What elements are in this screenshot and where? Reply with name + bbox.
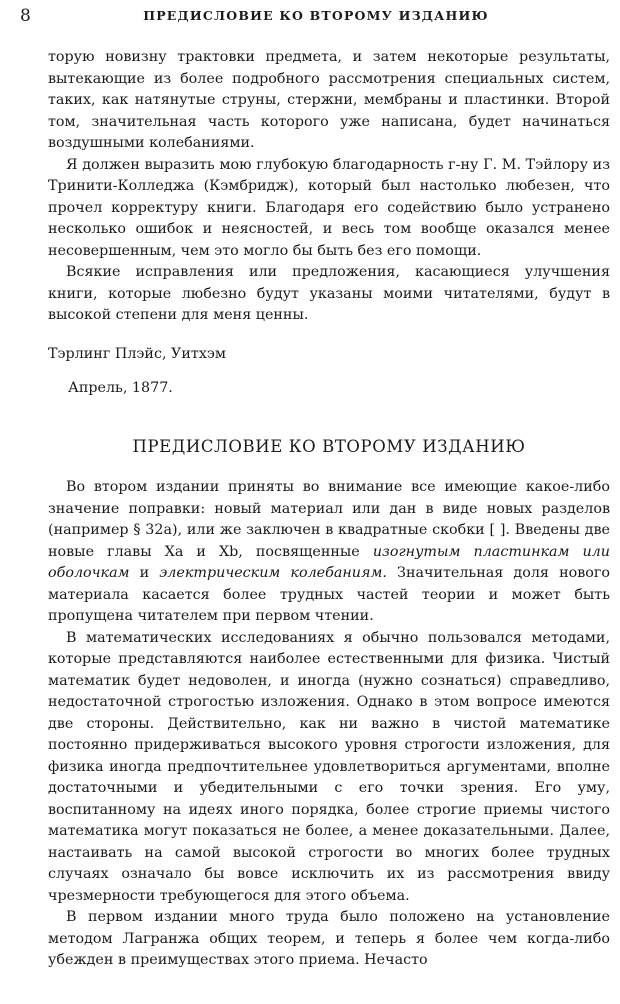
section-paragraph-1-part-c: Значительная доля нового материала касается более трудных частей теории и может быть пропущена читателем при первом чтении. — [48, 565, 610, 624]
signature-date: Апрель, 1877. — [68, 380, 173, 396]
second-edition-text — [48, 477, 610, 972]
signature-place: Тэрлинг Плэйс, Уитхэм — [48, 346, 227, 362]
section-paragraph-3: В первом издании много труда было положено на установление методом Лагранжа общих теорем, и теперь я более чем когда-либо убежден в преимуществах этого приема. Нечасто — [48, 909, 610, 968]
intro-paragraph-2: Я должен выразить мою глубокую благодарность г-ну Г. М. Тэйлору из Тринити-Колледжа (Кэмбридж), который был настолько любезен, что прочел корректуру книги. Благодаря его содействию было устранено несколько ошибок и неясностей, и весь том вообще оказался менее несовершенным, чем это могло бы быть без его помощи. — [48, 156, 610, 259]
signature-date-block — [48, 378, 610, 400]
running-title: ПРЕДИСЛОВИЕ КО ВТОРОМУ ИЗДАНИЮ — [143, 8, 489, 23]
section-paragraph-1-emphasis-1: изогнутым пластинкам или оболочкам — [48, 543, 610, 581]
running-head — [20, 5, 612, 27]
intro-text — [48, 47, 610, 327]
intro-paragraph-1: торую новизну трактовки предмета, и затем некоторые результаты, вытекающие из более подробного рассмотрения специальных систем, таких, как натянутые струны, стержни, мембраны и пластинки. Второй том, значительная часть которого уже написана, будет начинаться воздушными колебаниями. — [48, 49, 610, 151]
section-paragraph-1-emphasis-2: электрическим колебаниям. — [159, 565, 387, 581]
section-heading: ПРЕДИСЛОВИЕ КО ВТОРОМУ ИЗДАНИЮ — [132, 437, 526, 456]
page-number: 8 — [20, 6, 31, 26]
section-paragraph-2: В математических исследованиях я обычно пользовался методами, которые представляются наиболее естественными для физика. Чистый математик будет недоволен, и иногда (нужно сознаться) справедливо, недостаточной строгостью изложения. Однако в этом вопросе имеются две стороны. Действительно, как ни важно в чистой математике постоянно придерживаться высокого уровня строгости изложения, для физика иногда предпочтительнее удовлетвориться аргументами, вполне достаточными и убедительными с его точки зрения. Его уму, воспитанному на идеях иного порядка, более строгие приемы чистого математика могут показаться не более, а менее доказательными. Далее, настаивать на самой высокой строгости во многих более трудных случаях означало бы вовсе исключить их из рассмотрения ввиду чрезмерности требующегося для этого объема. — [48, 629, 610, 904]
section-paragraph-1-part-a: Во втором издании приняты во внимание все имеющие какое-либо значение поправки: новый материал или дан в виде новых разделов (например § 32a), или же заключен в квадратные скобки [ ]. Введены две новые главы Xa и Xb, посвященные — [48, 479, 610, 560]
section-paragraph-1-part-b: и — [129, 565, 160, 581]
section-paragraph-1 — [48, 477, 610, 628]
signature-place-block — [48, 344, 610, 366]
intro-paragraph-3: Всякие исправления или предложения, касающиеся улучшения книги, которые любезно будут указаны моими читателями, будут в высокой степени для меня ценны. — [48, 264, 610, 323]
